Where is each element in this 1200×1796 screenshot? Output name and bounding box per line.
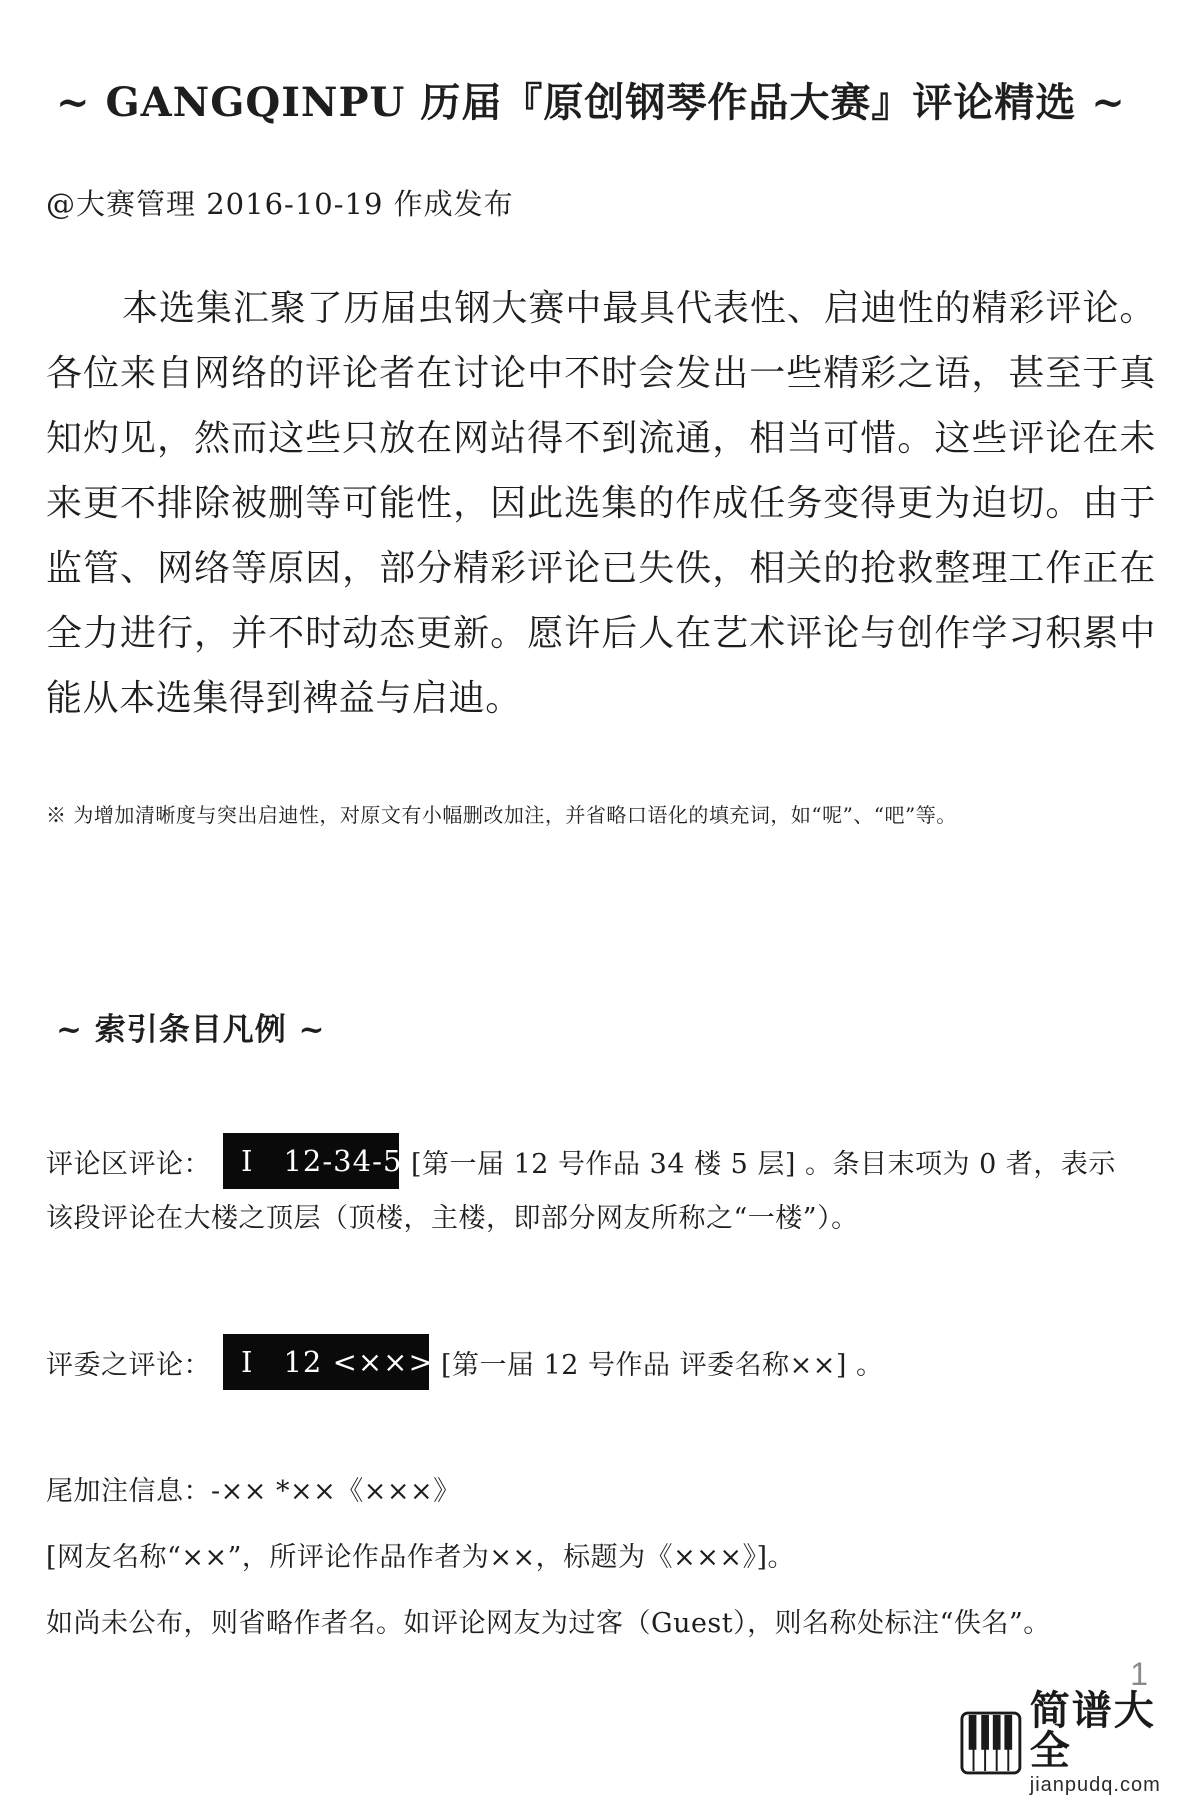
- entry-judge-badge: [223, 1334, 434, 1390]
- index-section-title: ~ 索引条目凡例 ~: [56, 1012, 326, 1048]
- badge-code: 12-34-5: [283, 1144, 403, 1178]
- tail-line-explanation: [网友名称“××”，所评论作品作者为××，标题为《×××》]。: [46, 1542, 796, 1573]
- index-entry-comment: [46, 1133, 1158, 1239]
- entry-judge-desc: [第一届 12 号作品 评委名称××] 。: [441, 1349, 884, 1381]
- page-number: 1: [1130, 1656, 1148, 1692]
- index-entry-judge: [46, 1334, 1158, 1390]
- piano-keys-icon: [960, 1710, 1022, 1776]
- entry-comment-desc: [第一届 12 号作品 34 楼 5 层] 。条目末项为 0 者，表示: [411, 1148, 1116, 1180]
- entry-judge-line: [46, 1334, 1158, 1390]
- intro-paragraph: 本选集汇聚了历届虫钢大赛中最具代表性、启迪性的精彩评论。各位来自网络的评论者在讨论中不时会发出一些精彩之语，甚至于真知灼见，然而这些只放在网站得不到流通，相当可惜。这些评论在未来更不排除被删等可能性，因此选集的作成任务变得更为迫切。由于监管、网络等原因，部分精彩评论已失佚，相关的抢救整理工作正在全力进行，并不时动态更新。愿许后人在艺术评论与创作学习积累中能从本选集得到裨益与启迪。: [46, 288, 1156, 719]
- page-title: ~ GANGQINPU 历届『原创钢琴作品大赛』评论精选 ~: [56, 79, 1126, 126]
- badge-code: 12 <××>: [283, 1345, 434, 1379]
- badge-roman: I: [241, 1345, 254, 1379]
- entry-judge-label: 评委之评论：: [46, 1349, 211, 1381]
- tail-line-guest-rule: 如尚未公布，则省略作者名。如评论网友为过客（Guest），则名称处标注“佚名”。: [46, 1608, 1051, 1639]
- tail-line-format: 尾加注信息：-×× *××《×××》: [46, 1476, 461, 1507]
- byline: @大赛管理 2016-10-19 作成发布: [46, 187, 514, 221]
- entry-comment-line: [46, 1133, 1158, 1189]
- watermark: [960, 1688, 1192, 1796]
- tail-annotation-block: [46, 1472, 1158, 1670]
- entry-comment-desc-cont: 该段评论在大楼之顶层（顶楼，主楼，即部分网友所称之“一楼”）。: [46, 1203, 859, 1234]
- watermark-url: jianpudq.com: [1029, 1774, 1161, 1796]
- editorial-note: ※ 为增加清晰度与突出启迪性，对原文有小幅删改加注，并省略口语化的填充词，如“呢”、“吧”等。: [46, 803, 957, 827]
- entry-comment-badge: [223, 1133, 403, 1189]
- entry-comment-label: 评论区评论：: [46, 1148, 211, 1180]
- badge-roman: I: [241, 1144, 254, 1178]
- watermark-name: 简谱大全: [1029, 1688, 1156, 1774]
